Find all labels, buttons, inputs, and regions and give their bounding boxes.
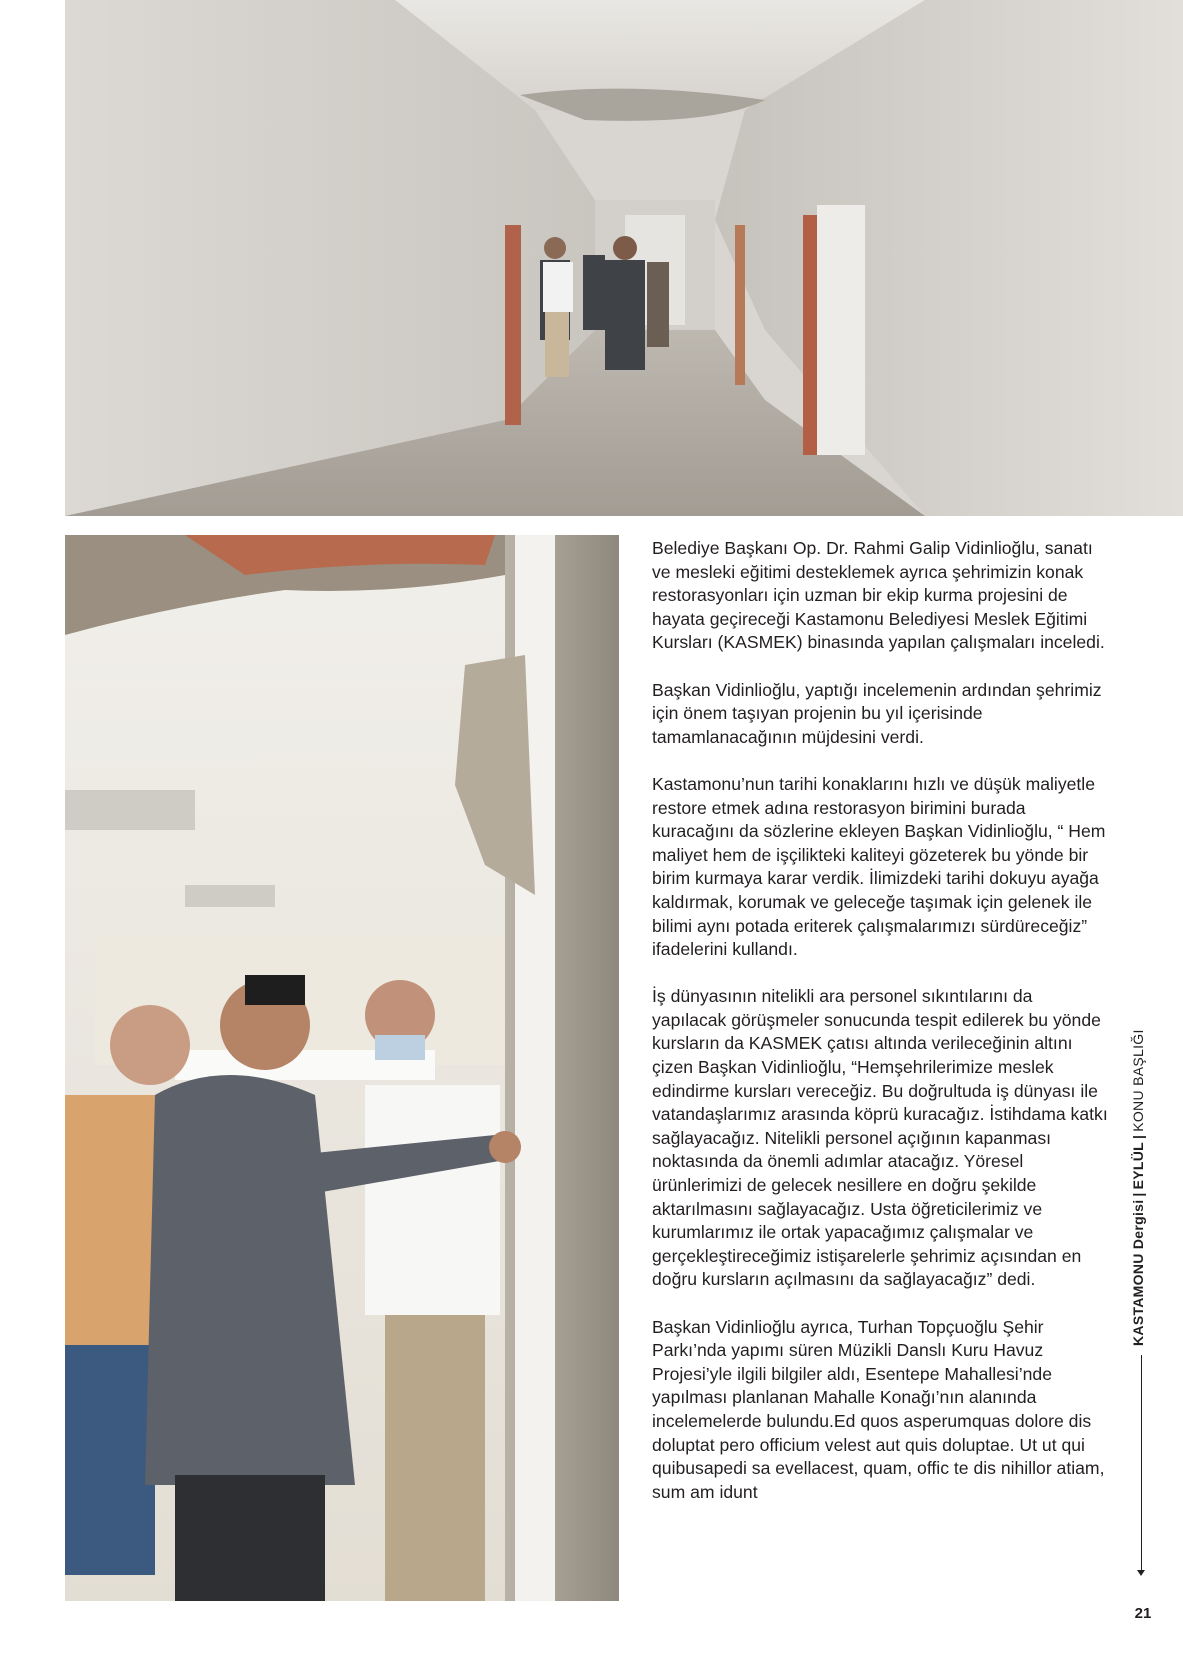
inspection-photo — [65, 535, 619, 1601]
magazine-name: KASTAMONU Dergisi — [1130, 1199, 1146, 1346]
issue-month: EYLÜL — [1130, 1141, 1146, 1190]
page-number: 21 — [1134, 1605, 1152, 1622]
article-paragraph: Belediye Başkanı Op. Dr. Rahmi Galip Vidinlioğlu, sanatı ve mesleki eğitimi desteklemek ayrıca şehrimizin konak restorasyonları için uzman bir ekip kurma projesini de hayata geçireceği Kastamonu Belediyesi Meslek Eğitimi Kursları (KASMEK) binasında yapılan çalışmaları inceledi. — [652, 538, 1105, 653]
article-paragraph: İş dünyasının nitelikli ara personel sıkıntılarını da yapılacak görüşmeler sonucunda tespit edilerek bu yönde kursların da KASMEK çatısı altında verileceğinin altını çizen Başkan Vidinlioğlu, “Hemşehrilerimize meslek edindirme kursları vereceğiz. Bu doğrultuda iş dünyası ile vatandaşlarımız arasında köprü kuracağız. İstihdama katkı sağlayacağız. Nitelikli personel açığının kapanması noktasında da önemli adımlar atacağız. Yöresel ürünlerimizi de gelecek nesillere en doğru şekilde aktarılmasını sağlayacağız. Usta öğreticilerimiz ve kurumlarımız ile ortak yapacağımız çalışmalar ve gerçekleştireceğimiz istişarelerle şehrimiz açısından en doğru kursların açılmasını da sağlayacağız” dedi. — [652, 986, 1108, 1290]
running-head-rule — [1141, 1355, 1142, 1574]
article-paragraph: Kastamonu’nun tarihi konaklarını hızlı ve düşük maliyetle restore etmek adına restorasyon birimini burada kuracağını da sözlerine ekleyen Başkan Vidinlioğlu, “ Hem maliyet hem de işçilikteki kaliteyi gözeterek bu yönde bir birim kurmaya karar verdik. İlimizdeki tarihi dokuyu ayağa kaldırmak, korumak ve geleceğe taşımak için gelenek ile bilimi aynı potada eriterek çalışmalarımızı sürdüreceğiz” ifadelerini kullandı. — [652, 773, 1106, 960]
inspection-photo-illustration — [65, 535, 619, 1601]
running-head — [1130, 1029, 1146, 1346]
corridor-photo-illustration — [65, 0, 1183, 516]
corridor-photo — [65, 0, 1183, 516]
article-body — [652, 537, 1108, 1504]
arrow-down-icon — [1137, 1570, 1145, 1576]
section-title: KONU BAŞLIĞI — [1130, 1029, 1146, 1132]
separator: | — [1130, 1134, 1146, 1139]
separator: | — [1130, 1192, 1146, 1197]
article-paragraph: Başkan Vidinlioğlu, yaptığı incelemenin ardından şehrimiz için önem taşıyan projenin bu yıl içerisinde tamamlanacağının müjdesini verdi. — [652, 679, 1102, 747]
article-paragraph: Başkan Vidinlioğlu ayrıca, Turhan Topçuoğlu Şehir Parkı’nda yapımı süren Müzikli Danslı Kuru Havuz Projesi’yle ilgili bilgiler aldı, Esentepe Mahallesi’nde yapılması planlanan Mahalle Konağı’nın alanında incelemelerde bulundu.Ed quos asperumquas dolore dis doluptat pero officium velest aut quis doluptae. Ut ut qui quibusapedi sa evellacest, quam, offic te dis nihillor atiam, sum am idunt — [652, 1316, 1105, 1502]
